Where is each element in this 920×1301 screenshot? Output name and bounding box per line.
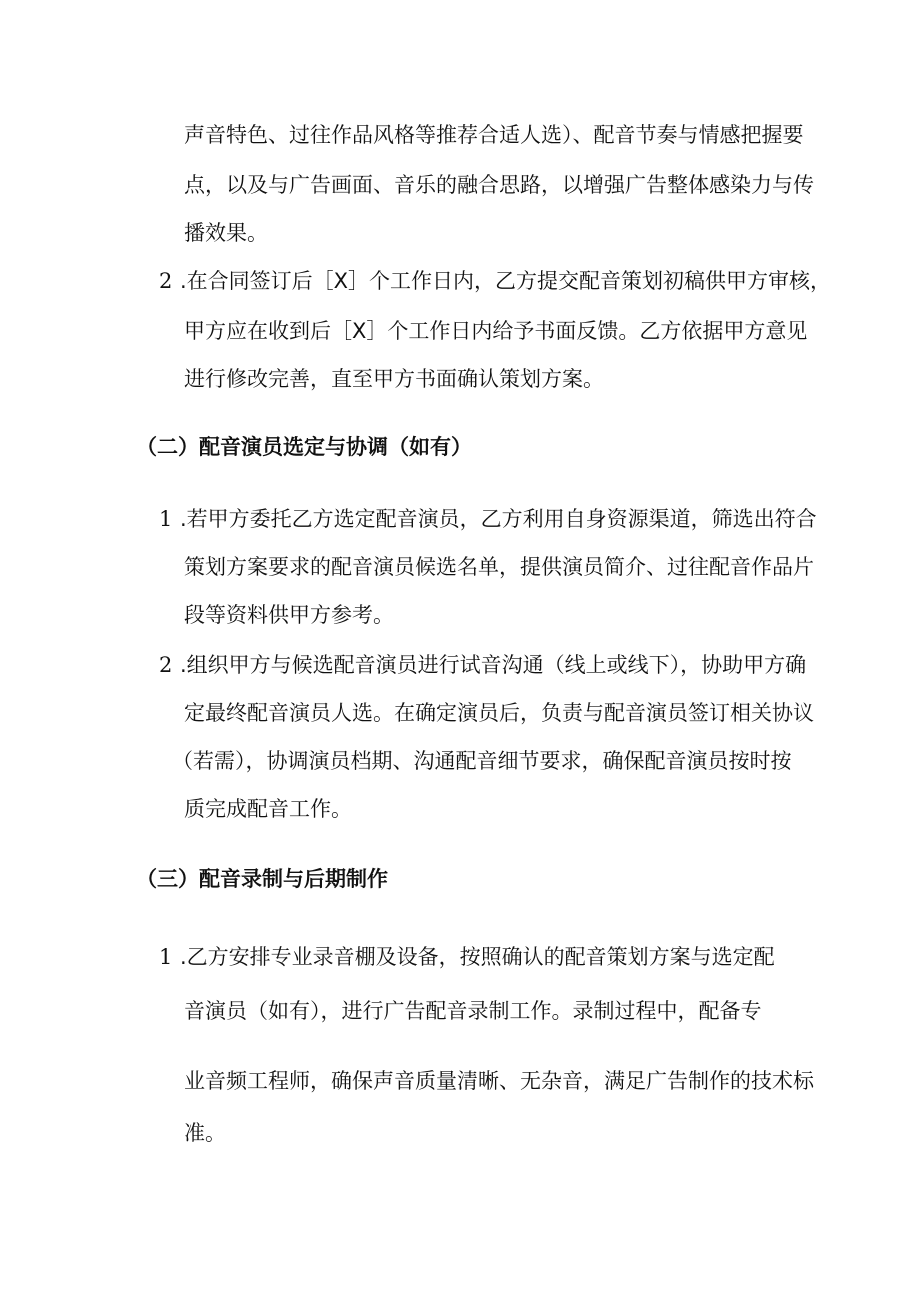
list-number: 2: [159, 269, 173, 293]
paragraph-line: 播效果。: [184, 221, 268, 245]
paragraph-line: 质完成配音工作。: [184, 797, 352, 821]
paragraph-line: 声音特色、过往作品风格等推荐合适人选）、配音节奏与情感把握要: [184, 123, 804, 147]
paragraph-line: 段等资料供甲方参考。: [184, 603, 394, 627]
paragraph-line: .组织甲方与候选配音演员进行试音沟通（线上或线下），协助甲方确: [180, 653, 807, 677]
paragraph-line: （若需），协调演员档期、沟通配音细节要求，确保配音演员按时按: [172, 749, 792, 773]
paragraph-line: 甲方应在收到后［X］个工作日内给予书面反馈。乙方依据甲方意见: [184, 319, 808, 343]
paragraph-line: 点，以及与广告画面、音乐的融合思路，以增强广告整体感染力与传: [184, 173, 814, 197]
section-heading: （三）配音录制与后期制作: [136, 867, 388, 891]
paragraph-line: 进行修改完善，直至甲方书面确认策划方案。: [184, 367, 604, 391]
paragraph-line: 定最终配音演员人选。在确定演员后，负责与配音演员签订相关协议: [184, 701, 814, 725]
paragraph-line: 策划方案要求的配音演员候选名单，提供演员简介、过往配音作品片: [184, 555, 814, 579]
paragraph-line: 业音频工程师，确保声音质量清晰、无杂音，满足广告制作的技术标: [184, 1069, 814, 1093]
paragraph-line: .乙方安排专业录音棚及设备，按照确认的配音策划方案与选定配: [180, 945, 775, 969]
list-number: 1: [159, 507, 173, 531]
paragraph-line: .若甲方委托乙方选定配音演员，乙方利用自身资源渠道，筛选出符合: [180, 507, 817, 531]
list-number: 1: [159, 945, 173, 969]
paragraph-line: 音演员（如有），进行广告配音录制工作。录制过程中，配备专: [184, 999, 762, 1023]
paragraph-line: .在合同签订后［X］个工作日内，乙方提交配音策划初稿供甲方审核，: [180, 269, 832, 293]
list-number: 2: [159, 653, 173, 677]
section-heading: （二）配音演员选定与协调（如有）: [136, 435, 472, 459]
paragraph-line: 准。: [184, 1121, 226, 1145]
